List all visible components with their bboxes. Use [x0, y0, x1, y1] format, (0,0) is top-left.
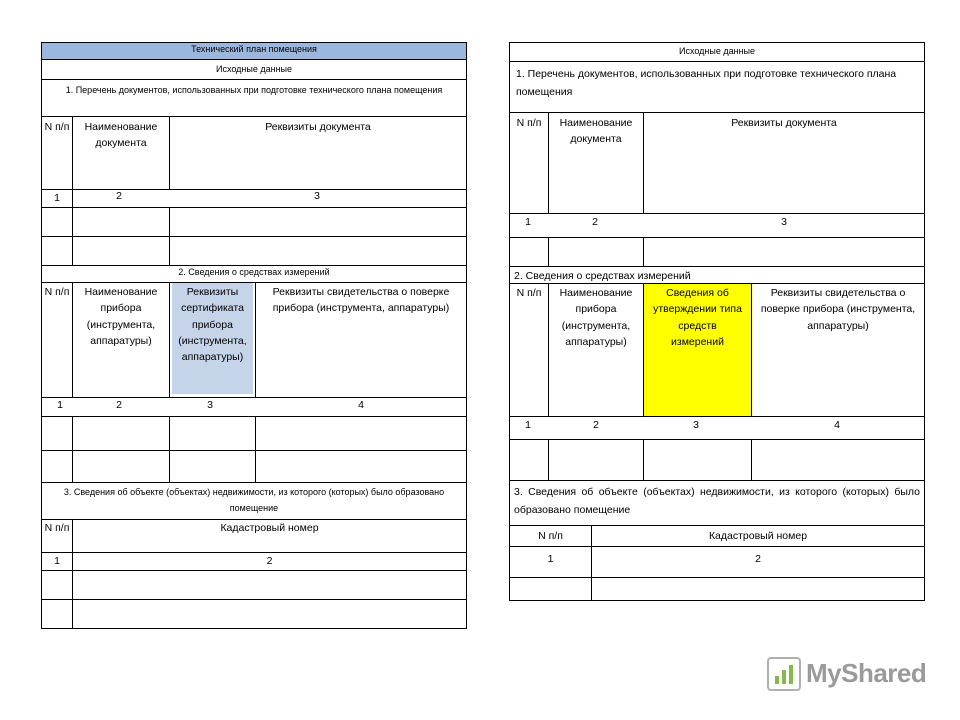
right-s1-empty-cell	[509, 237, 549, 267]
left-s2-empty-cell	[255, 450, 467, 483]
left-s2-empty-cell	[255, 416, 467, 451]
left-section3-title: 3. Сведения об объекте (объектах) недвижимости, из которого (которых) было образовано помещение	[41, 482, 467, 520]
right-s2-col-type-approval: Сведения об утверждении типа средств измерений	[643, 283, 752, 417]
right-s2-col-name: Наименование прибора (инструмента, аппаратуры)	[548, 283, 644, 417]
right-s2-empty-cell	[548, 439, 644, 481]
left-s2-empty-cell	[169, 416, 256, 451]
right-s2-empty-cell	[509, 439, 549, 481]
left-s1-num-row	[72, 189, 467, 208]
left-s3-num-2: 2	[72, 552, 467, 571]
left-s2-num-1: 1	[57, 399, 63, 411]
left-s2-num-row	[41, 397, 467, 417]
left-s2-empty-cell	[72, 416, 170, 451]
right-s1-num-3: 3	[781, 216, 787, 228]
left-s1-empty-cell	[72, 236, 170, 266]
left-s2-empty-cell	[41, 450, 73, 483]
right-s3-empty-cell	[591, 577, 925, 601]
right-s1-col-name: Наименование документа	[548, 112, 644, 214]
left-s2-col-cert: Реквизиты сертификата прибора (инструмента, аппаратуры)	[172, 283, 253, 394]
right-section2-title: 2. Сведения о средствах измерений	[509, 266, 925, 284]
left-s1-num-1: 1	[41, 189, 73, 208]
right-s3-col-cadastral: Кадастровый номер	[591, 525, 925, 547]
left-s2-col-name: Наименование прибора (инструмента, аппаратуры)	[72, 282, 170, 398]
left-section2-title: 2. Сведения о средствах измерений	[41, 265, 467, 283]
left-s2-col-verify: Реквизиты свидетельства о поверке прибора (инструмента, аппаратуры)	[255, 282, 467, 398]
left-s1-empty-cell	[169, 236, 467, 266]
left-s1-col-req: Реквизиты документа	[169, 116, 467, 190]
right-section3-title: 3. Сведения об объекте (объектах) недвижимости, из которого (которых) было образовано помещение	[509, 480, 925, 526]
left-s3-empty-cell	[72, 599, 467, 629]
right-s3-col-num: N п/п	[509, 525, 592, 547]
left-s2-col-cert-wrap	[169, 282, 256, 398]
left-s3-num-1: 1	[41, 552, 73, 571]
right-s2-empty-cell	[751, 439, 925, 481]
right-s1-num-row	[509, 213, 925, 238]
right-s3-num-2: 2	[591, 546, 925, 578]
left-s1-col-name: Наименование документа	[72, 116, 170, 190]
left-s1-empty-cell	[41, 236, 73, 266]
left-subtitle: Исходные данные	[41, 59, 467, 80]
left-s2-col-num: N п/п	[41, 282, 73, 398]
left-title: Технический план помещения	[41, 42, 467, 60]
right-s1-col-req: Реквизиты документа	[643, 112, 925, 214]
right-s2-col-num: N п/п	[509, 283, 549, 417]
right-s2-num-4: 4	[834, 419, 840, 431]
left-s3-empty-cell	[72, 570, 467, 600]
right-s2-num-3: 3	[693, 419, 699, 431]
left-s2-num-3: 3	[207, 399, 213, 411]
right-section1-title: 1. Перечень документов, использованных при подготовке технического плана помещения	[509, 61, 925, 113]
right-s2-num-row	[509, 416, 925, 440]
left-section1-title: 1. Перечень документов, использованных при подготовке технического плана помещения	[41, 79, 467, 117]
right-s1-num-1: 1	[525, 216, 531, 228]
right-s2-num-1: 1	[525, 419, 531, 431]
left-s1-num-3: 3	[314, 190, 320, 202]
right-s1-empty-cell	[548, 237, 644, 267]
left-s1-col-num: N п/п	[41, 116, 73, 190]
left-s3-empty-cell	[41, 599, 73, 629]
right-s2-num-2: 2	[593, 419, 599, 431]
right-s3-num-1: 1	[509, 546, 592, 578]
left-s2-empty-cell	[41, 416, 73, 451]
myshared-logo-text: MyShared	[806, 658, 927, 688]
right-s1-num-2: 2	[592, 216, 598, 228]
right-s1-empty-cell	[643, 237, 925, 267]
left-s3-col-cadastral: Кадастровый номер	[72, 519, 467, 553]
left-s1-empty-cell	[72, 207, 170, 237]
left-s2-empty-cell	[169, 450, 256, 483]
left-s2-num-2: 2	[116, 399, 122, 411]
left-s2-num-4: 4	[358, 399, 364, 411]
right-subtitle: Исходные данные	[509, 42, 925, 62]
right-s3-empty-cell	[509, 577, 592, 601]
right-s2-col-verify: Реквизиты свидетельства о поверке прибора (инструмента, аппаратуры)	[751, 283, 925, 417]
left-s3-empty-cell	[41, 570, 73, 600]
left-s1-num-2: 2	[116, 190, 122, 202]
right-s2-empty-cell	[643, 439, 752, 481]
right-s1-col-num: N п/п	[509, 112, 549, 214]
myshared-logo-icon	[766, 656, 802, 692]
left-s3-col-num: N п/п	[41, 519, 73, 553]
myshared-logo	[766, 654, 926, 694]
left-s1-empty-cell	[169, 207, 467, 237]
left-s2-empty-cell	[72, 450, 170, 483]
left-s1-empty-cell	[41, 207, 73, 237]
